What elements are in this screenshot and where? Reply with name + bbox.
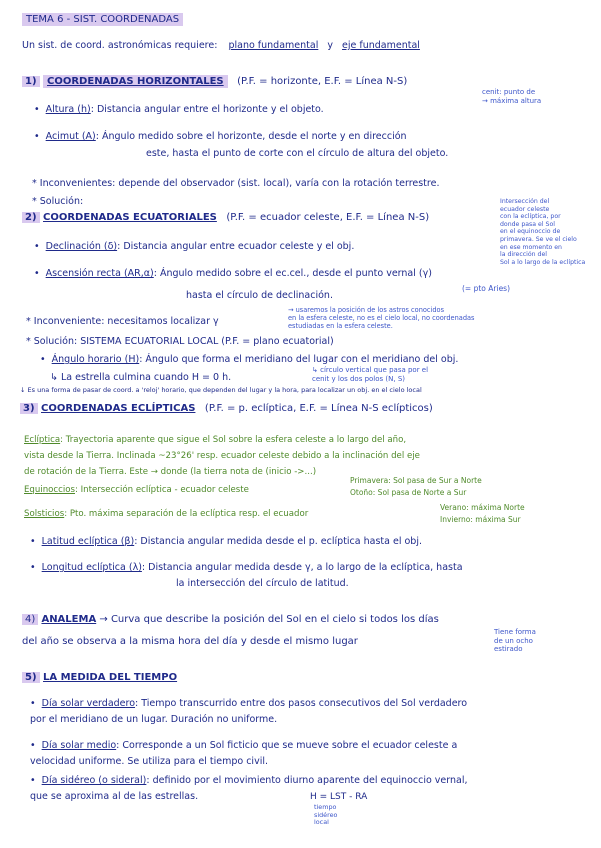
meridiano-note: ↳ círculo vertical que pasa por el cenit y los dos polos (N, S)	[312, 366, 429, 383]
declinacion-definition: • Declinación (δ): Distancia angular entre ecuador celeste y el obj.	[34, 241, 354, 253]
ecuatorial-inconveniente: * Inconveniente: necesitamos localizar γ	[26, 316, 219, 327]
section-3-heading: 3) COORDENADAS ECLÍPTICAS (P.F. = p. eclíptica, E.F. = Línea N-S eclípticos)	[20, 403, 433, 415]
cenit-note: cenit: punto de → máxima altura	[482, 88, 542, 105]
longitud-ecliptica-definition-cont: la intersección del círculo de latitud.	[176, 578, 349, 589]
punto-vernal-note: Intersección del ecuador celeste con la eclíptica, por donde pasa el Sol en el equinoccio de primavera. Se ve el cielo en ese momento en la dirección del Sol a lo largo de la eclíptica	[500, 198, 586, 266]
equinoccios-definition: Equinoccios: Intersección eclíptica - ecuador celeste	[24, 485, 249, 495]
equinoccio-otono: Otoño: Sol pasa de Norte a Sur	[350, 488, 467, 497]
solsticio-verano: Verano: máxima Norte	[440, 503, 525, 512]
solsticios-definition: Solsticios: Pto. máxima separación de la eclíptica resp. el ecuador	[24, 509, 309, 519]
solsticio-invierno: Invierno: máxima Sur	[440, 515, 521, 524]
ecuatorial-solucion: * Solución: SISTEMA ECUATORIAL LOCAL (P.F. = plano ecuatorial)	[26, 336, 334, 347]
dia-sidereo-definition: • Día sidéreo (o sideral): definido por el movimiento diurno aparente del equinoccio vernal,	[30, 775, 468, 787]
dia-sidereo-cont: que se aproxima al de las estrellas.	[30, 791, 199, 802]
culmina-line: ↳ La estrella culmina cuando H = 0 h.	[50, 372, 232, 383]
ascension-recta-definition-cont: hasta el círculo de declinación.	[186, 290, 333, 301]
angulo-horario-definition: • Ángulo horario (H): Ángulo que forma el meridiano del lugar con el meridiano del obj.	[40, 354, 458, 366]
altura-definition: • Altura (h): Distancia angular entre el horizonte y el objeto.	[34, 104, 324, 116]
intro-line: Un sist. de coord. astronómicas requiere: plano fundamental y eje fundamental	[22, 40, 420, 51]
dia-solar-medio-definition: • Día solar medio: Corresponde a un Sol ficticio que se mueve sobre el ecuador celeste a	[30, 740, 457, 752]
ascension-recta-definition: • Ascensión recta (AR,α): Ángulo medido sobre el ec.cel., desde el punto vernal (γ)	[34, 268, 432, 280]
ecuatorial-extra-note: ↓ Es una forma de pasar de coord. a 'reloj' horario, que dependen del lugar y la hora, para localizar un obj. en el cielo local	[20, 386, 422, 394]
latitud-ecliptica-definition: • Latitud eclíptica (β): Distancia angular medida desde el p. eclíptica hasta el obj.	[30, 536, 422, 548]
longitud-ecliptica-definition: • Longitud eclíptica (λ): Distancia angular medida desde γ, a lo largo de la eclíptica, hasta	[30, 562, 463, 574]
pto-aries-note: (= pto Aries)	[462, 284, 511, 293]
ecliptica-definition-2: vista desde la Tierra. Inclinada ~23°26' resp. ecuador celeste debido a la inclinación del eje	[24, 451, 420, 461]
ecliptica-definition: Eclíptica: Trayectoria aparente que sigue el Sol sobre la esfera celeste a lo largo del año,	[24, 435, 407, 445]
acimut-definition-cont: este, hasta el punto de corte con el círculo de altura del objeto.	[146, 148, 449, 159]
section-5-heading: 5) LA MEDIDA DEL TIEMPO	[22, 672, 177, 684]
section-4-heading: 4) ANALEMA → Curva que describe la posición del Sol en el cielo si todos los días	[22, 614, 439, 626]
dia-solar-verdadero-definition: • Día solar verdadero: Tiempo transcurrido entre dos pasos consecutivos del Sol verdadero	[30, 698, 467, 710]
page-title: TEMA 6 - SIST. COORDENADAS	[22, 14, 183, 26]
equinoccio-primavera: Primavera: Sol pasa de Sur a Norte	[350, 476, 482, 485]
inconveniente-note: → usaremos la posición de los astros conocidos en la esfera celeste, no es el cielo local, no coordenadas estudiadas en la esfera celeste.	[288, 306, 475, 331]
section-2-heading: 2) COORDENADAS ECUATORIALES (P.F. = ecuador celeste, E.F. = Línea N-S)	[22, 212, 429, 224]
dia-solar-verdadero-cont: por el meridiano de un lugar. Duración no uniforme.	[30, 714, 278, 725]
analema-definition-cont: del año se observa a la misma hora del día y desde el mismo lugar	[22, 636, 358, 647]
acimut-definition: • Acimut (A): Ángulo medido sobre el horizonte, desde el norte y en dirección	[34, 131, 407, 143]
sidereal-formula: H = LST - RA	[310, 792, 368, 802]
analema-note: Tiene forma de un ocho estirado	[494, 628, 536, 653]
section-1-heading: 1) COORDENADAS HORIZONTALES (P.F. = horizonte, E.F. = Línea N-S)	[22, 76, 407, 88]
dia-solar-medio-cont: velocidad uniforme. Se utiliza para el tiempo civil.	[30, 756, 268, 767]
formula-note: tiempo sidéreo local	[314, 803, 338, 827]
horizontal-solucion: * Solución:	[32, 196, 84, 207]
ecliptica-definition-3: de rotación de la Tierra. Este → donde (la tierra nota de (inicio ->...)	[24, 467, 317, 477]
horizontal-inconvenientes: * Inconvenientes: depende del observador (sist. local), varía con la rotación terrestre.	[32, 178, 440, 189]
